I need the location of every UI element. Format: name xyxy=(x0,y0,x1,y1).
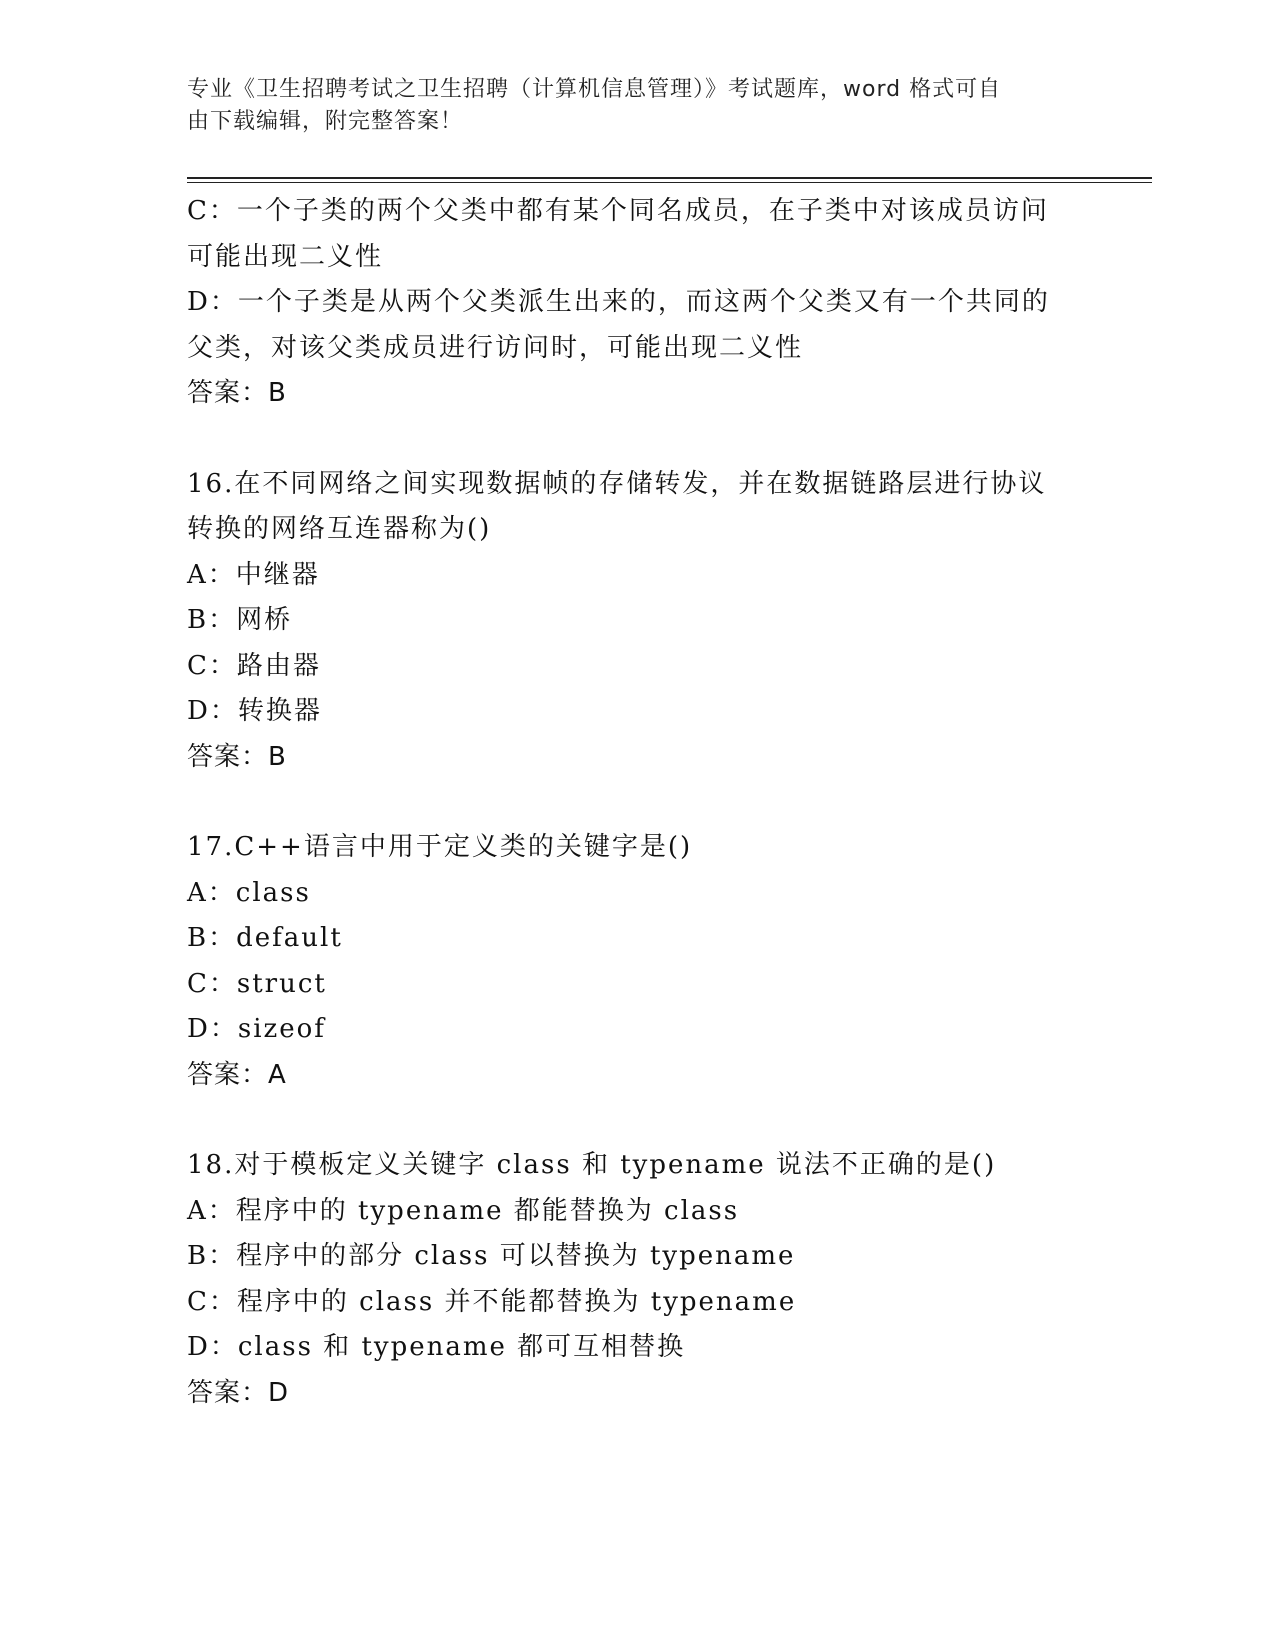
question-stem-line-2: 转换的网络互连器称为() xyxy=(187,514,492,544)
option-d: D：转换器 xyxy=(187,696,322,726)
option-d-line-2: 父类，对该父类成员进行访问时，可能出现二义性 xyxy=(187,332,804,363)
option-c: C：路由器 xyxy=(187,650,321,681)
option-b: B：网桥 xyxy=(187,605,293,635)
answer-line: 答案：B xyxy=(187,741,287,772)
option-c-line-2: 可能出现二义性 xyxy=(187,241,384,272)
option-a: A：class xyxy=(187,877,311,908)
answer-line: 答案：A xyxy=(187,1059,287,1090)
question-16 xyxy=(187,462,1067,781)
option-d: D：sizeof xyxy=(187,1014,326,1044)
question-17 xyxy=(187,825,1067,1098)
question-spacer xyxy=(187,417,1067,462)
header-divider-thick xyxy=(187,177,1152,179)
question-stem-line-1: 16.在不同网络之间实现数据帧的存储转发，并在数据链路层进行协议 xyxy=(187,468,1047,499)
question-spacer xyxy=(187,1098,1067,1143)
option-b: B：default xyxy=(187,923,343,953)
option-b: B：程序中的部分 class 可以替换为 typename xyxy=(187,1241,796,1271)
question-stem: 17.C++语言中用于定义类的关键字是() xyxy=(187,832,693,862)
answer-line: 答案：D xyxy=(187,1377,290,1408)
option-a: A：中继器 xyxy=(187,559,320,590)
option-c: C：程序中的 class 并不能都替换为 typename xyxy=(187,1286,797,1317)
question-spacer xyxy=(187,780,1067,825)
option-a: A：程序中的 typename 都能替换为 class xyxy=(187,1195,740,1226)
option-d: D：class 和 typename 都可互相替换 xyxy=(187,1332,686,1362)
option-d-line-1: D：一个子类是从两个父类派生出来的，而这两个父类又有一个共同的 xyxy=(187,287,1050,317)
question-stem: 18.对于模板定义关键字 class 和 typename 说法不正确的是() xyxy=(187,1150,997,1180)
option-c-line-1: C：一个子类的两个父类中都有某个同名成员，在子类中对该成员访问 xyxy=(187,196,1049,226)
header-divider-thin xyxy=(187,182,1152,183)
document-header xyxy=(187,74,1067,138)
question-list xyxy=(187,189,1067,1416)
question-18 xyxy=(187,1143,1067,1416)
question-15-tail xyxy=(187,189,1067,417)
option-c: C：struct xyxy=(187,968,327,999)
header-line-1: 专业《卫生招聘考试之卫生招聘（计算机信息管理）》考试题库，word 格式可自 xyxy=(187,77,1002,102)
answer-line: 答案：B xyxy=(187,378,287,408)
header-line-2: 由下载编辑，附完整答案！ xyxy=(187,109,464,134)
